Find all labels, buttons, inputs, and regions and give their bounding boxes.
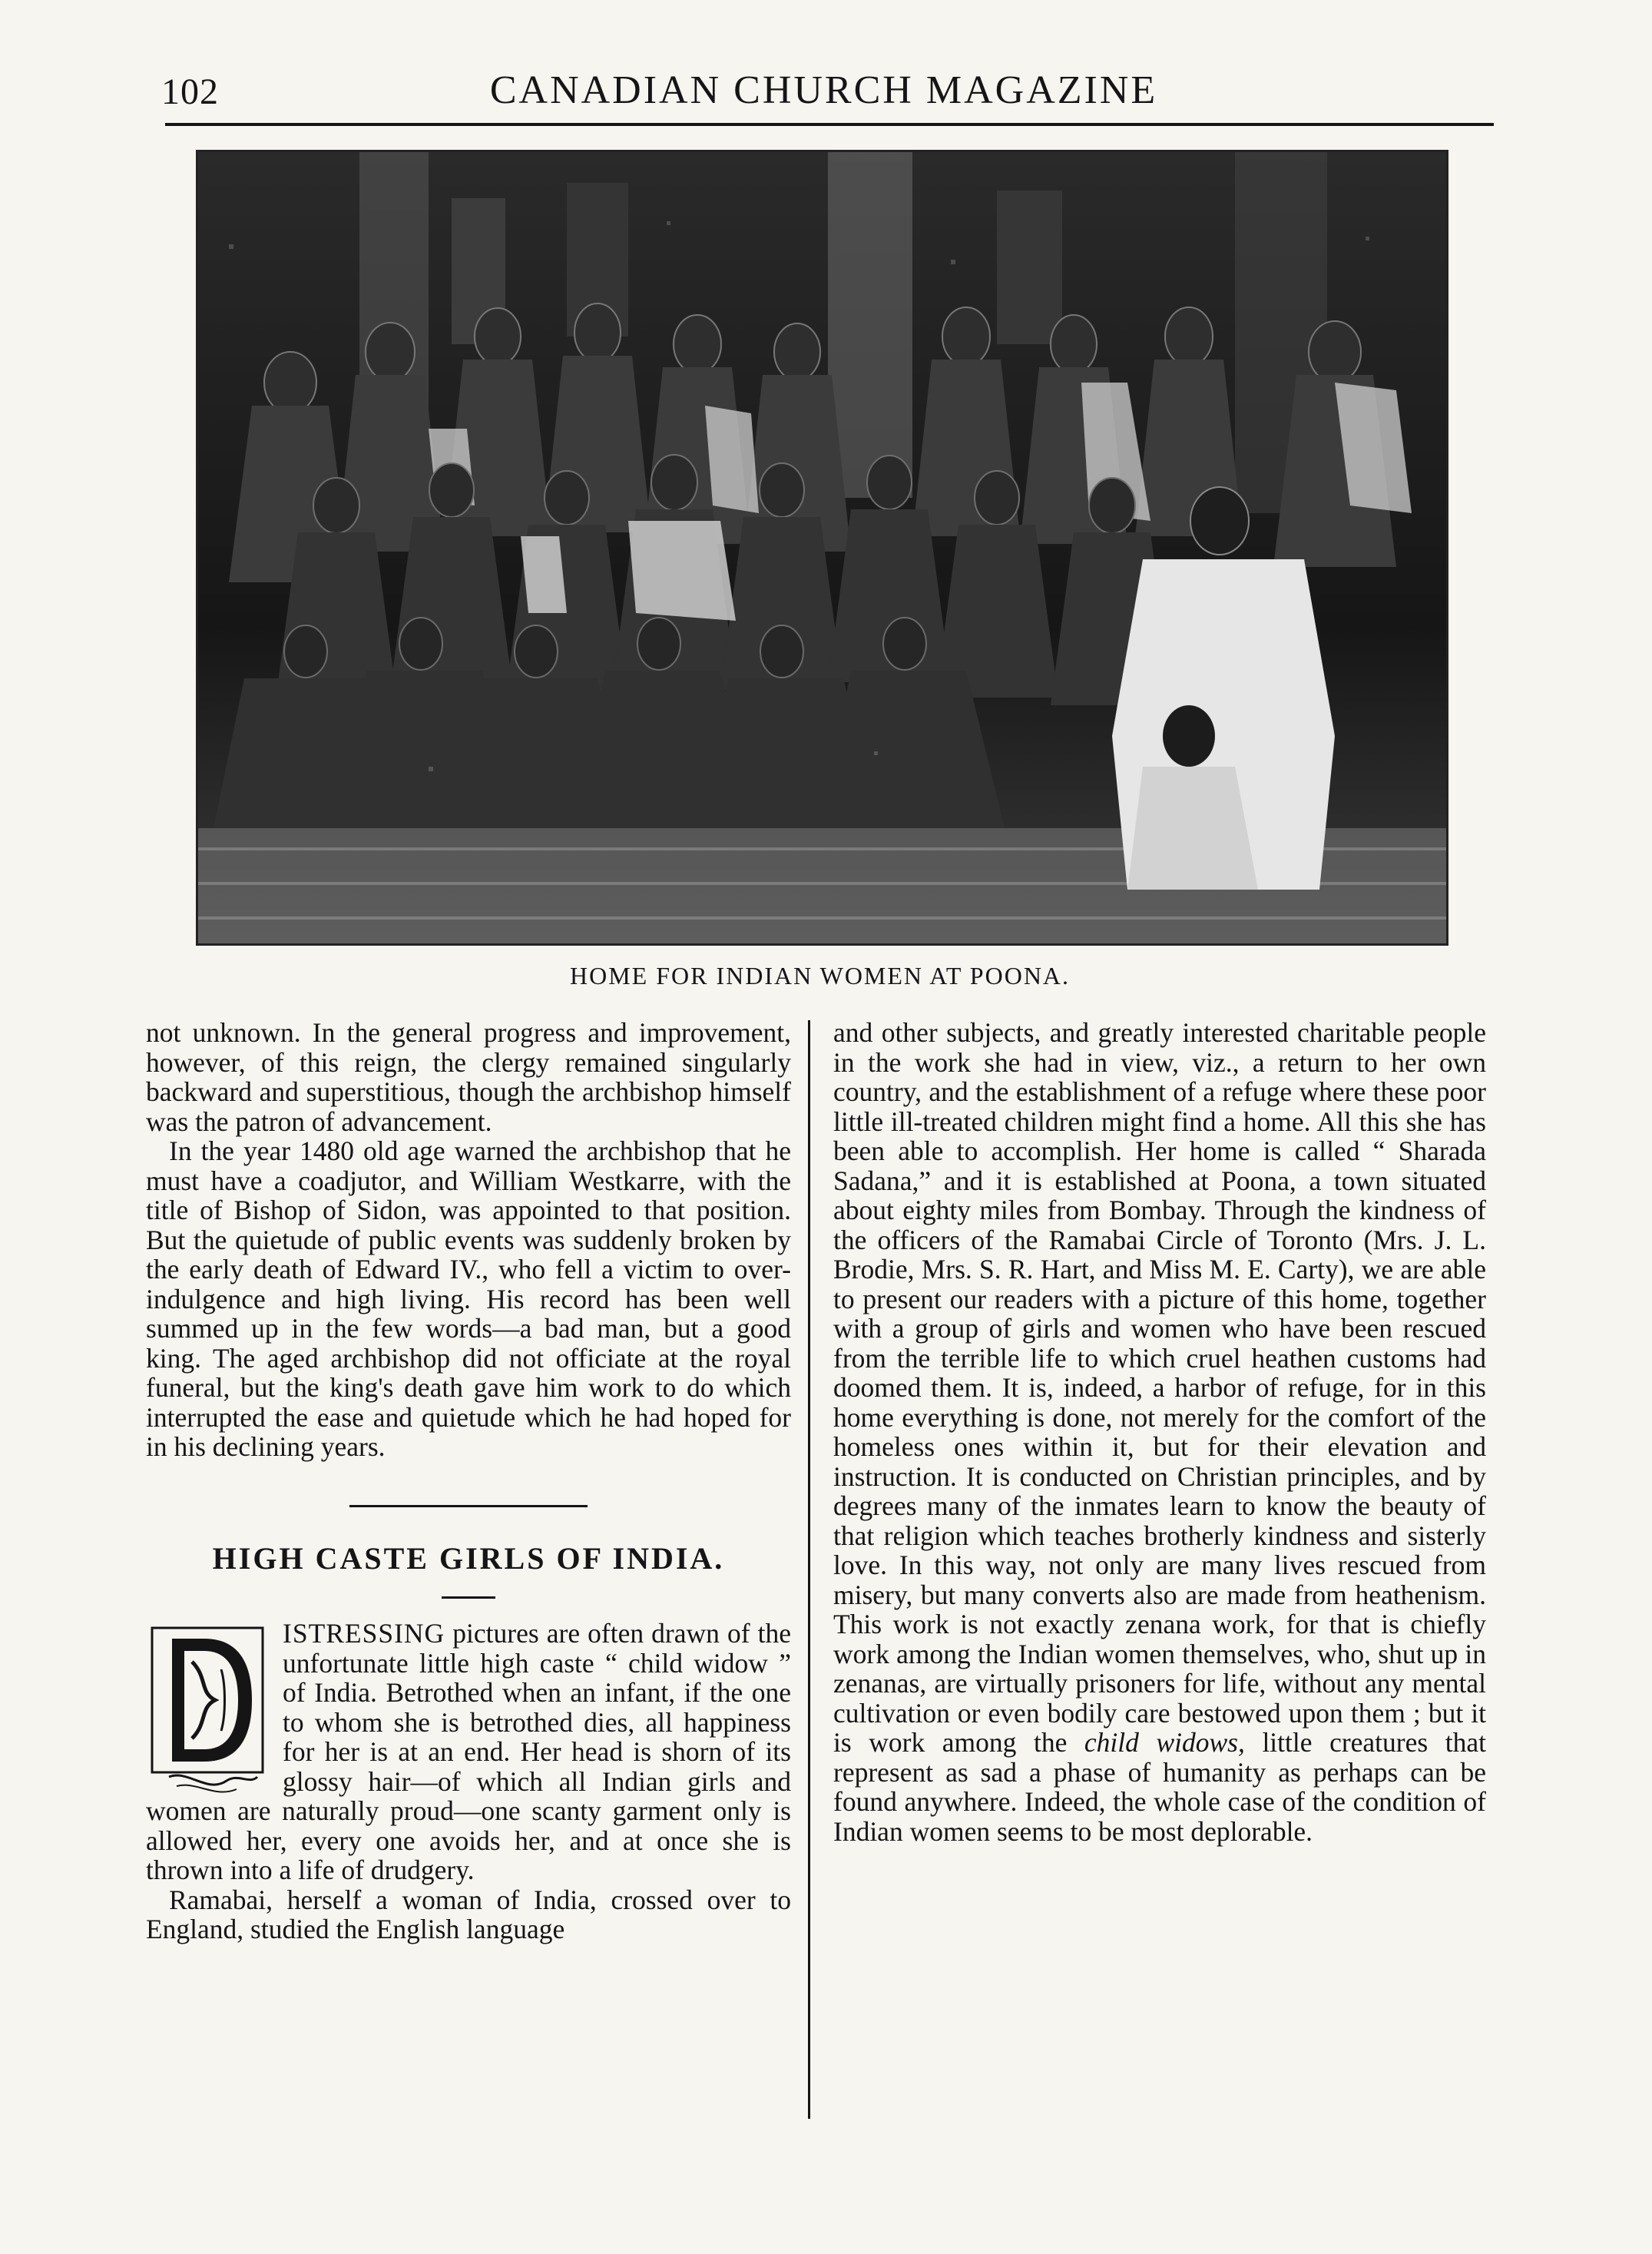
- section-divider: [349, 1505, 588, 1507]
- group-photograph: [196, 150, 1448, 946]
- paragraph-text: pictures are often drawn of the unfortunate little high caste “ child widow ” of India. Betrothed when an infant, if the one to whom she is betrothed dies, all happiness for her is at an end. Her head is shorn of its glossy hair—of which all Indian girls and women are naturally proud—one scanty garment only is allowed her, every one avoids her, and at once she is thrown into a life of drudgery.: [146, 1618, 791, 1885]
- lead-word: ISTRESSING: [283, 1618, 445, 1649]
- page-number: 102: [161, 71, 219, 112]
- header-rule: [165, 123, 1494, 126]
- paragraph-text: and other subjects, and greatly interested charitable people in the work she had in view, viz., a return to her own country, and the establishment of a refuge where these poor little ill-treated children might find a home. All this she has been able to accomplish. Her home is called “ Sharada Sadana,” and it is established at Poona, a town situated about eighty miles from Bombay. Through the kindness of the officers of the Ramabai Circle of Toronto (Mrs. J. L. Brodie, Mrs. S. R. Hart, and Miss M. E. Carty), we are able to present our readers with a picture of this home, together with a group of girls and women who have been rescued from the terrible life to which cruel heathen customs had doomed them. It is, indeed, a harbor of refuge, for in this home everything is done, not merely for the comfort of the homeless ones within it, but for their elevation and instruction. It is conducted on Christian principles, and by degrees many of the inmates learn to know the beauty of that religion which teaches brotherly kindness and sisterly love. In this way, not only are many lives rescued from misery, but many converts also are made from heathenism. This work is not exactly zenana work, for that is chiefly work among the Indian women themselves, who, shut up in zenanas, are virtually prisoners for life, without any mental cultivation or even bodily care bestowed upon them ; but it is work among the: [833, 1017, 1486, 1758]
- photo-illustration: [198, 152, 1446, 943]
- running-title: CANADIAN CHURCH MAGAZINE: [489, 68, 1158, 112]
- article-opening: [146, 1619, 791, 1885]
- emphasis: child widows,: [1084, 1727, 1245, 1758]
- paragraph: In the year 1480 old age warned the archbishop that he must have a coadjutor, and William Westkarre, with the title of Bishop of Sidon, was appointed to that position. But the quietude of public events was suddenly broken by the early death of Edward IV., who fell a victim to over-indulgence and high living. His record has been well summed up in the few words—a bad man, but a good king. The aged archbishop did not officiate at the royal funeral, but the king's death gave him work to do which interrupted the ease and quietude which he had hoped for in his declining years.: [146, 1135, 791, 1462]
- left-column: [146, 1018, 791, 1944]
- right-column: [833, 1018, 1486, 1846]
- photo-caption: HOME FOR INDIAN WOMEN AT POONA.: [569, 962, 1071, 989]
- page-header: [154, 68, 1494, 121]
- paragraph: [833, 1018, 1486, 1846]
- title-underline: [442, 1596, 495, 1599]
- section-title: HIGH CASTE GIRLS OF INDIA.: [212, 1540, 725, 1576]
- paragraph: not unknown. In the general progress and improvement, however, of this reign, the clergy remained singularly backward and superstitious, though the archbishop himself was the patron of advancement.: [146, 1017, 791, 1137]
- paragraph-text: little creatures that represent as sad a phase of humanity as perhaps can be found anywhere. Indeed, the whole case of the condition of Indian women seems to be most deplorable.: [833, 1727, 1486, 1847]
- paragraph: Ramabai, herself a woman of India, crossed over to England, studied the English language: [146, 1884, 791, 1944]
- dropcap-ornament-icon: [146, 1623, 269, 1796]
- column-divider: [808, 1020, 810, 2119]
